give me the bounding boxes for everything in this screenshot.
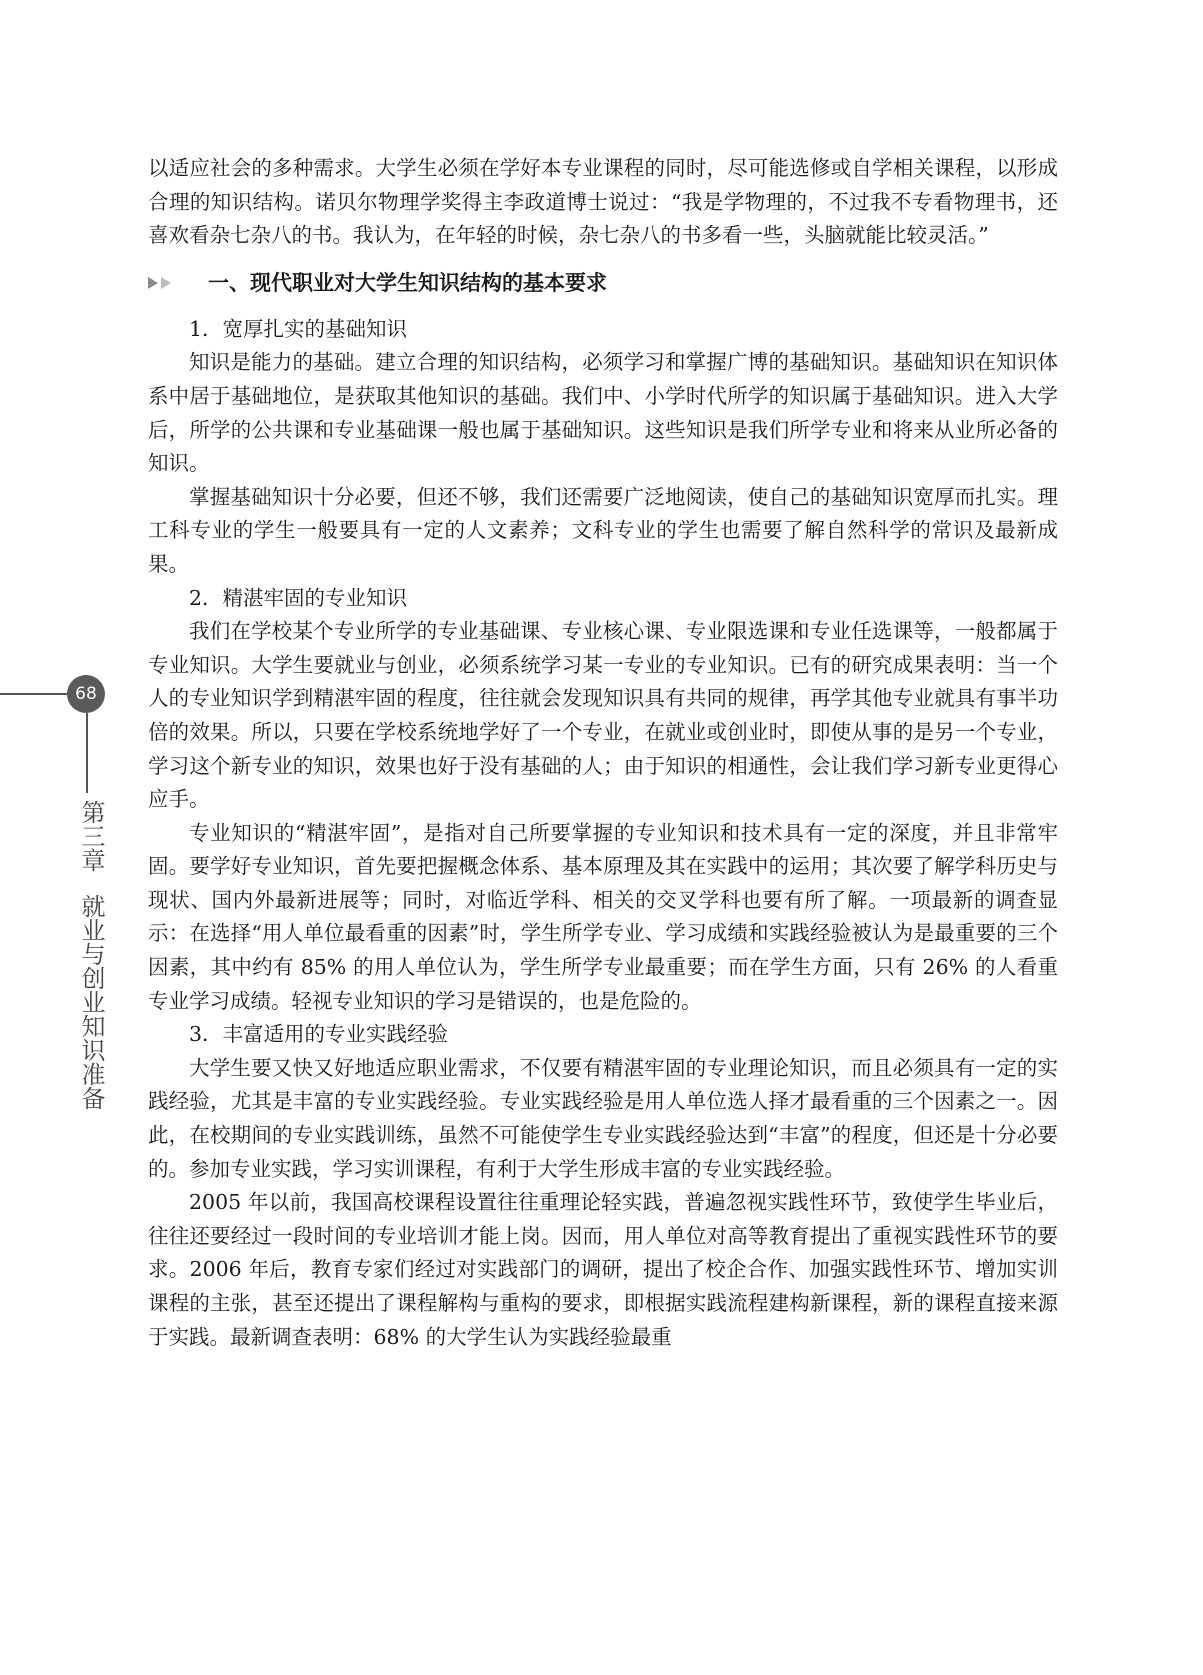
double-arrow-icon xyxy=(148,277,200,289)
section-heading-text: 一、现代职业对大学生知识结构的基本要求 xyxy=(208,270,607,295)
page-body xyxy=(148,152,1058,1354)
page-number: 68 xyxy=(67,675,105,713)
paragraph: 我们在学校某个专业所学的专业基础课、专业核心课、专业限选课和专业任选课等，一般都属于专业知识。大学生要就业与创业，必须系统学习某一专业的专业知识。已有的研究成果表明：当一个人的专业知识学到精湛牢固的程度，往往就会发现知识具有共同的规律，再学其他专业就具有事半功倍的效果。所以，只要在学校系统地学好了一个专业，在就业或创业时，即使从事的是另一个专业，学习这个新专业的知识，效果也好于没有基础的人；由于知识的相通性，会让我们学习新专业更得心应手。 xyxy=(148,619,1058,812)
chapter-title: 就业与创业知识准备 xyxy=(77,894,105,1110)
subheading: 2．精湛牢固的专业知识 xyxy=(189,585,408,610)
chapter-label: 第三章 xyxy=(77,800,105,872)
paragraph: 专业知识的“精湛牢固”，是指对自己所要掌握的专业知识和技术具有一定的深度，并且非常牢固。要学好专业知识，首先要把握概念体系、基本原理及其在实践中的运用；其次要了解学科历史与现状、国内外最新进展等；同时，对临近学科、相关的交叉学科也要有所了解。一项最新的调查显示：在选择“用人单位最看重的因素”时，学生所学专业、学习成绩和实践经验被认为是最重要的三个因素，其中约有 85% 的用人单位认为，学生所学专业最重要；而在学生方面，只有 26% 的人看重专业学习成绩。轻视专业知识的学习是错误的，也是危险的。 xyxy=(148,820,1058,1013)
paragraph: 2005 年以前，我国高校课程设置往往重理论轻实践，普遍忽视实践性环节，致使学生毕业后，往往还要经过一段时间的专业培训才能上岗。因而，用人单位对高等教育提出了重视实践性环节的要求。2006 年后，教育专家们经过对实践部门的调研，提出了校企合作、加强实践性环节、增加实训课程的主张，甚至还提出了课程解构与重构的要求，即根据实践流程建构新课程，新的课程直接来源于实践。最新调查表明：68% 的大学生认为实践经验最重 xyxy=(148,1190,1058,1349)
running-head-vertical xyxy=(70,800,104,1110)
paragraph: 大学生要又快又好地适应职业需求，不仅要有精湛牢固的专业理论知识，而且必须具有一定的实践经验，尤其是丰富的专业实践经验。专业实践经验是用人单位选人择才最看重的三个因素之一。因此，在校期间的专业实践训练，虽然不可能使学生专业实践经验达到“丰富”的程度，但还是十分必要的。参加专业实践，学习实训课程，有利于大学生形成丰富的专业实践经验。 xyxy=(148,1055,1058,1181)
paragraph: 以适应社会的多种需求。大学生必须在学好本专业课程的同时，尽可能选修或自学相关课程，以形成合理的知识结构。诺贝尔物理学奖得主李政道博士说过：“我是学物理的，不过我不专看物理书，还喜欢看杂七杂八的书。我认为，在年轻的时候，杂七杂八的书多看一些，头脑就能比较灵活。” xyxy=(148,156,1058,248)
section-heading xyxy=(148,265,1058,301)
margin-rule xyxy=(0,693,68,695)
paragraph: 知识是能力的基础。建立合理的知识结构，必须学习和掌握广博的基础知识。基础知识在知识体系中居于基础地位，是获取其他知识的基础。我们中、小学时代所学的知识属于基础知识。进入大学后，所学的公共课和专业基础课一般也属于基础知识。这些知识是我们所学专业和将来从业所必备的知识。 xyxy=(148,350,1058,476)
paragraph: 掌握基础知识十分必要，但还不够，我们还需要广泛地阅读，使自己的基础知识宽厚而扎实。理工科专业的学生一般要具有一定的人文素养；文科专业的学生也需要了解自然科学的常识及最新成果。 xyxy=(148,484,1058,576)
subheading: 1．宽厚扎实的基础知识 xyxy=(189,316,408,341)
margin-vertical-rule xyxy=(86,713,88,793)
subheading: 3．丰富适用的专业实践经验 xyxy=(189,1022,449,1047)
